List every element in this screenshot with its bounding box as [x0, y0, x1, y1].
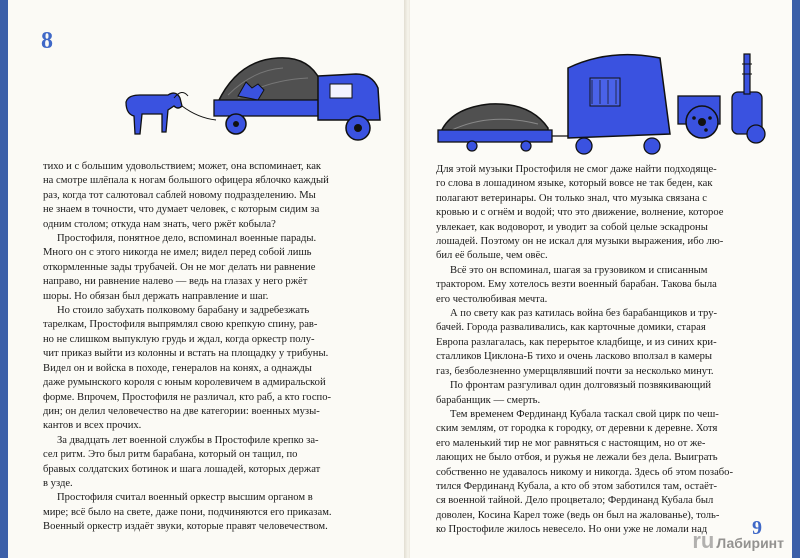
text-line: Много он с этого никогда не имел; видел перед собой лишь — [43, 247, 312, 259]
text-line: кровью и с огнём и водой; что это движение, волнение, которое — [436, 207, 724, 219]
text-line: тихо и с большим удовольствием; может, она вспоминает, как — [43, 161, 322, 172]
text-line: полагают ветеринары. Он только знал, что музыка связана с — [436, 192, 707, 204]
text-line: даже румынского короля с юным королевичем в адмиральской — [43, 377, 326, 389]
text-line: Простофиля, понятное дело, вспоминал военные парады. — [57, 233, 317, 245]
text-line: Но стоило забухать полковому барабану и задребезжать — [57, 305, 310, 317]
text-line: собственно не удавалось никому и никогда. Здесь об этом позабо- — [436, 466, 734, 478]
left-page — [8, 0, 409, 558]
text-line: лошадей. Поэтому он не искал для музыки выражения, ибо лю- — [436, 236, 724, 248]
text-line: но не слишком выпуклую грудь и ждал, когда оркестр полу- — [43, 333, 315, 345]
text-line: Простофиля считал военный оркестр высшим органом в — [57, 492, 313, 504]
text-line: сталликов Циклона-Б тихо и очень ласково вползал в камеры — [436, 351, 713, 363]
text-line: дин; он делил человечество на две категории: военных музы- — [43, 405, 320, 417]
text-line: трактором. Ему хотелось везти военный барабан. Такова была — [436, 279, 717, 291]
text-line: шоры. Но обязан был держать направление и шаг. — [43, 290, 269, 302]
text-line: тился Фердинанд Кубала, а кто об этом заботился там, остаёт- — [436, 480, 717, 492]
text-line: Военный оркестр издаёт звуки, которые правят человечеством. — [43, 521, 328, 533]
page-number-right: 9 — [752, 517, 762, 539]
text-line: лающих не было отбоя, и ружья не лежали без дела. Выиграть — [436, 452, 718, 464]
text-line: форме. Впрочем, Простофиля не различал, кто раб, а кто госпо- — [43, 391, 332, 403]
text-line: доволен, Косина Карел тоже (ведь он был на жалованье), толь- — [436, 509, 720, 521]
horse-truck-illustration — [118, 40, 408, 150]
text-line: тарелкам, Простофиля выпрямлял свою крепкую спину, рав- — [43, 319, 318, 331]
text-line: Для этой музыки Простофиля не смог даже найти подходяще- — [436, 164, 717, 175]
page-number-left: 8 — [41, 28, 53, 54]
text-line: А по свету как раз катилась война без барабанщиков и тру- — [450, 308, 718, 320]
text-line: не знаем в точности, что думает человек, с которым сидим за — [43, 204, 320, 216]
watermark-logo — [692, 528, 784, 554]
caravan-tractor-illustration — [430, 38, 792, 162]
text-line: увлекает, как водоворот, и уводит за собой целые эскадроны — [436, 221, 708, 233]
text-line: его честолюбивая мечта. — [436, 293, 548, 305]
text-line: сел ритм. Это был ритм барабана, который он тащил, по — [43, 449, 298, 461]
text-line: ся военной тайной. Дело процветало; Фердинанд Кубала был — [436, 495, 714, 507]
text-line: мире; всё было на свете, даже пони, подчиняются его приказам. — [43, 506, 332, 518]
horse-figure — [126, 92, 188, 134]
text-line: Тем временем Фердинанд Кубала таскал свой цирк по чеш- — [450, 408, 719, 420]
text-line: Всё это он вспоминал, шагая за грузовиком и списанным — [450, 264, 708, 276]
text-line: По фронтам разгуливал один долговязый позвякивающий — [450, 380, 712, 392]
text-line: чит приказ выйти из колонны и встать на площадку у трибуны. — [43, 348, 329, 360]
text-line: барабанщик — смерть. — [436, 394, 541, 406]
text-line: на смотре шлёпала к ногам большого офицера яблочко каждый — [43, 175, 329, 187]
watermark-text: Лабиринт — [716, 535, 784, 551]
left-body-text — [43, 160, 373, 535]
text-line: бачей. Города разваливались, как карточные домики, старая — [436, 322, 706, 334]
text-line: бил её больше, чем овёс. — [436, 250, 548, 262]
text-line: направо, ни равнение налево — ведь на глазах у него ржёт — [43, 276, 308, 288]
right-body-text — [436, 163, 764, 538]
text-line: откормленные зады трубачей. Он не мог делать ни равнение — [43, 261, 316, 273]
text-line: бравых солдатских ботинок и шага лошадей, которых держат — [43, 463, 321, 475]
text-line: одним столом; откуда нам знать, чего ржёт кобыла? — [43, 218, 276, 230]
text-line: кантов и всех прочих. — [43, 420, 142, 432]
text-line: ским землям, от городка к городку, от деревни к деревне. Хотя — [436, 423, 718, 435]
text-line: ко Простофиле жилось невесело. Но они уже не ломали над — [436, 524, 708, 536]
watermark-bot-mark: ru — [692, 528, 715, 553]
text-line: Европа разлагалась, как перерытое кладбище, и из синих кри- — [436, 336, 717, 348]
text-line: го слова в лошадином языке, который вовсе не так беден, как — [436, 178, 713, 190]
text-line: раз, когда тот салютовал саблей новому подразделению. Мы — [43, 189, 316, 201]
text-line: Видел он и войска в походе, генералов на конях, а однажды — [43, 362, 312, 374]
text-line: За двадцать лет военной службы в Простофиле крепко за- — [57, 434, 319, 446]
text-line: в узде. — [43, 477, 73, 489]
text-line: его маленький тир не мог равняться с настоящим, но от же- — [436, 437, 706, 449]
text-line: газ, безболезненно умерщвлявший почти за несколько минут. — [436, 365, 714, 377]
right-page — [410, 0, 792, 558]
